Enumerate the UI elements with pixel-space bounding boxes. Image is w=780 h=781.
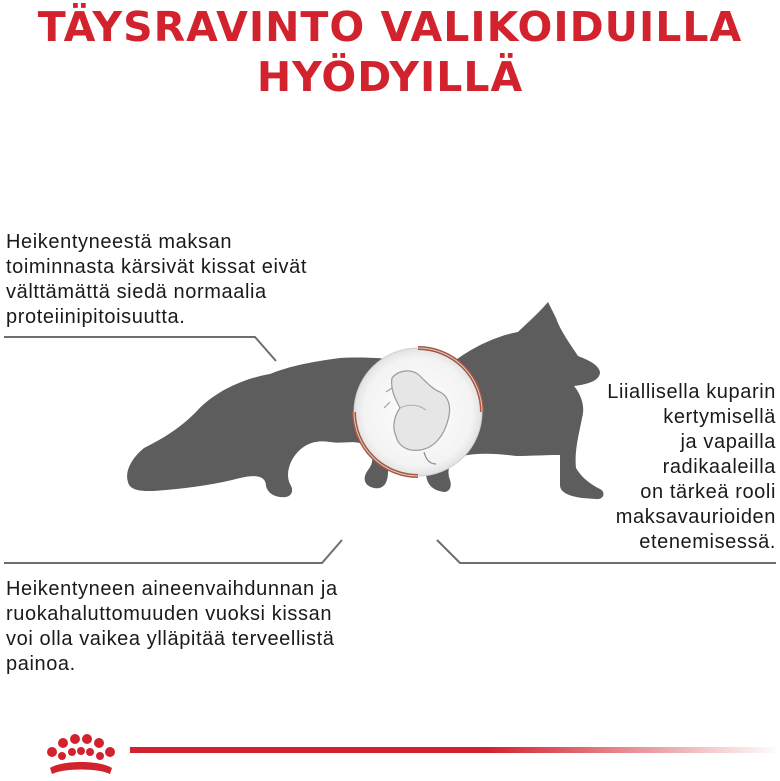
- text-line: painoa.: [6, 653, 76, 675]
- text-line: ja vapailla: [680, 431, 776, 453]
- brand-bar: [130, 747, 780, 753]
- title-line-1: TÄYSRAVINTO VALIKOIDUILLA: [37, 3, 743, 51]
- text-line: ruokahaluttomuuden vuoksi kissan: [6, 603, 333, 625]
- text-line: etenemisessä.: [639, 531, 776, 553]
- text-line: maksavaurioiden: [615, 506, 776, 528]
- text-line: välttämättä siedä normaalia: [6, 281, 267, 303]
- text-line: proteiinipitoisuutta.: [6, 306, 186, 328]
- text-line: radikaaleilla: [662, 456, 776, 478]
- callout-line-right: [437, 540, 776, 563]
- callout-line-bottom-left: [4, 540, 342, 563]
- text-line: Liiallisella kuparin: [607, 381, 776, 403]
- text-line: on tärkeä rooli: [640, 481, 776, 503]
- text-line: Heikentyneestä maksan: [6, 231, 233, 253]
- text-line: toiminnasta kärsivät kissat eivät: [6, 256, 308, 278]
- text-line: kertymisellä: [663, 406, 776, 428]
- liver-badge: [354, 348, 482, 476]
- text-line: voi olla vaikea ylläpitää terveellistä: [6, 628, 335, 650]
- royal-canin-crown-icon: [47, 734, 115, 774]
- title-line-2: HYÖDYILLÄ: [256, 53, 524, 101]
- text-line: Heikentyneen aineenvaihdunnan ja: [6, 578, 338, 600]
- callout-line-top-left: [4, 337, 276, 361]
